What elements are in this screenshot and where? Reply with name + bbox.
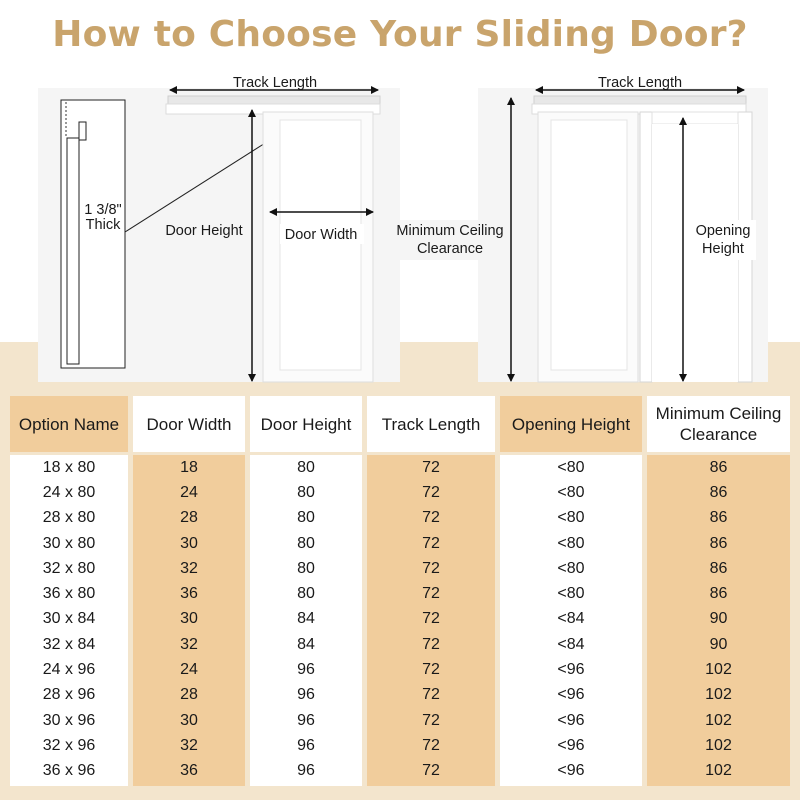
cell-door-height: 84	[297, 610, 315, 628]
cell-option-name: 24 x 96	[42, 661, 96, 679]
cell-option-name: 36 x 80	[42, 585, 96, 603]
cell-door-height: 80	[297, 534, 315, 552]
thickness-label-line2: Thick	[85, 217, 121, 233]
header-option-name: Option Name	[10, 396, 128, 452]
cell-track-length: 72	[422, 711, 440, 729]
bottom-background	[0, 342, 800, 800]
cell-option-name: 30 x 80	[42, 534, 96, 552]
cell-track-length: 72	[422, 559, 440, 577]
cell-door-width: 24	[180, 661, 198, 679]
cell-opening-height: <80	[557, 585, 585, 603]
cell-min-ceiling-clearance: 86	[709, 509, 728, 527]
cell-opening-height: <96	[557, 736, 585, 754]
cell-door-height: 80	[297, 509, 315, 527]
cell-track-length: 72	[422, 534, 440, 552]
cell-min-ceiling-clearance: 102	[705, 762, 732, 780]
cell-opening-height: <80	[557, 559, 585, 577]
cell-min-ceiling-clearance: 86	[709, 483, 728, 501]
cell-track-length: 72	[422, 585, 440, 603]
cell-track-length: 72	[422, 635, 440, 653]
cell-track-length: 72	[422, 736, 440, 754]
cell-door-width: 18	[180, 458, 198, 476]
cell-track-length: 72	[422, 483, 440, 501]
cell-opening-height: <96	[557, 711, 585, 729]
cell-min-ceiling-clearance: 102	[705, 736, 732, 754]
cell-opening-height: <80	[557, 509, 585, 527]
cell-option-name: 36 x 96	[42, 762, 96, 780]
cell-door-width: 28	[180, 509, 198, 527]
door-width-label: Door Width	[284, 227, 358, 243]
cell-door-height: 80	[297, 458, 315, 476]
cell-door-width: 30	[180, 610, 198, 628]
cell-track-length: 72	[422, 661, 440, 679]
cell-door-height: 96	[297, 661, 315, 679]
cell-opening-height: <80	[557, 483, 585, 501]
cell-track-length: 72	[422, 762, 440, 780]
cell-door-width: 24	[180, 483, 198, 501]
door-height-label: Door Height	[165, 223, 243, 239]
cell-opening-height: <80	[557, 458, 585, 476]
cell-door-width: 32	[180, 559, 198, 577]
header-track-length: Track Length	[367, 396, 495, 452]
cell-door-height: 80	[297, 483, 315, 501]
min-clearance-label-line1: Minimum Ceiling	[396, 223, 504, 239]
cell-door-height: 80	[297, 559, 315, 577]
cell-min-ceiling-clearance: 86	[709, 534, 728, 552]
cell-option-name: 32 x 80	[42, 559, 96, 577]
cell-option-name: 28 x 96	[42, 686, 96, 704]
cell-opening-height: <96	[557, 686, 585, 704]
cell-door-width: 32	[180, 635, 198, 653]
header-opening-height: Opening Height	[500, 396, 642, 452]
cell-min-ceiling-clearance: 86	[709, 559, 728, 577]
cell-track-length: 72	[422, 610, 440, 628]
cell-door-width: 32	[180, 736, 198, 754]
cell-option-name: 32 x 84	[42, 635, 96, 653]
door-side-profile	[61, 100, 125, 368]
cell-door-width: 28	[180, 686, 198, 704]
cell-min-ceiling-clearance: 90	[709, 610, 728, 628]
cell-min-ceiling-clearance: 102	[705, 686, 732, 704]
opening-height-label-line1: Opening	[695, 223, 751, 239]
cell-min-ceiling-clearance: 90	[709, 635, 728, 653]
cell-opening-height: <96	[557, 661, 585, 679]
page-title: How to Choose Your Sliding Door?	[52, 14, 748, 55]
cell-door-width: 30	[180, 534, 198, 552]
cell-door-height: 96	[297, 736, 315, 754]
cell-option-name: 24 x 80	[42, 483, 96, 501]
opening-height-label-line2: Height	[702, 241, 744, 257]
header-door-height: Door Height	[250, 396, 362, 452]
cell-min-ceiling-clearance: 102	[705, 661, 732, 679]
right-track-length-label: Track Length	[597, 75, 683, 91]
left-track-length-label: Track Length	[232, 75, 318, 91]
cell-door-width: 36	[180, 762, 198, 780]
header-door-width: Door Width	[133, 396, 245, 452]
cell-door-height: 96	[297, 711, 315, 729]
cell-track-length: 72	[422, 458, 440, 476]
thickness-label-line1: 1 3/8"	[84, 202, 122, 218]
cell-option-name: 28 x 80	[42, 509, 96, 527]
cell-opening-height: <84	[557, 635, 585, 653]
cell-min-ceiling-clearance: 86	[709, 585, 728, 603]
cell-opening-height: <96	[557, 762, 585, 780]
header-min-ceiling-clearance: Minimum Ceiling Clearance	[647, 396, 790, 452]
cell-door-height: 96	[297, 762, 315, 780]
min-clearance-label-line2: Clearance	[416, 241, 484, 257]
cell-option-name: 18 x 80	[42, 458, 96, 476]
cell-door-height: 80	[297, 585, 315, 603]
cell-option-name: 30 x 84	[42, 610, 96, 628]
cell-min-ceiling-clearance: 86	[709, 458, 728, 476]
cell-door-width: 36	[180, 585, 198, 603]
cell-option-name: 32 x 96	[42, 736, 96, 754]
cell-door-height: 96	[297, 686, 315, 704]
cell-door-width: 30	[180, 711, 198, 729]
cell-min-ceiling-clearance: 102	[705, 711, 732, 729]
cell-option-name: 30 x 96	[42, 711, 96, 729]
cell-opening-height: <80	[557, 534, 585, 552]
cell-track-length: 72	[422, 509, 440, 527]
thickness-leader-line	[125, 140, 270, 232]
cell-track-length: 72	[422, 686, 440, 704]
cell-door-height: 84	[297, 635, 315, 653]
cell-opening-height: <84	[557, 610, 585, 628]
